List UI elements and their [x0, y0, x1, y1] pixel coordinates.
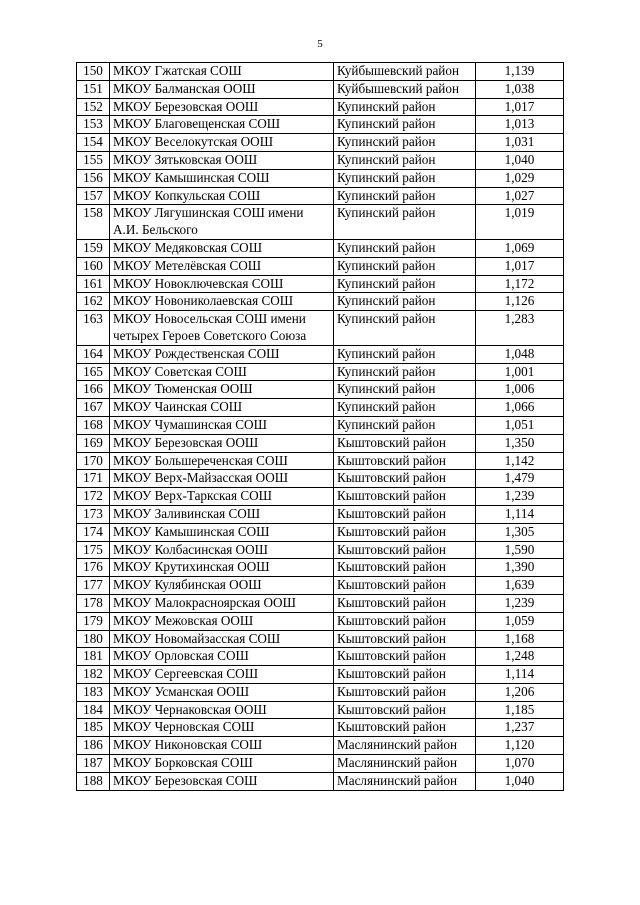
table-row [77, 275, 564, 293]
school-name: МКОУ Гжатская СОШ [110, 63, 334, 81]
coefficient-value: 1,283 [476, 311, 564, 346]
school-name: МКОУ Рождественская СОШ [110, 345, 334, 363]
table-row [77, 737, 564, 755]
coefficient-value: 1,239 [476, 488, 564, 506]
coefficient-value: 1,001 [476, 363, 564, 381]
table-row [77, 577, 564, 595]
coefficient-value: 1,017 [476, 257, 564, 275]
coefficient-value: 1,126 [476, 293, 564, 311]
coefficient-value: 1,172 [476, 275, 564, 293]
row-number: 151 [77, 80, 110, 98]
coefficient-value: 1,017 [476, 98, 564, 116]
row-number: 177 [77, 577, 110, 595]
row-number: 158 [77, 205, 110, 240]
coefficient-value: 1,350 [476, 434, 564, 452]
district-name: Кыштовский район [334, 434, 476, 452]
row-number: 153 [77, 116, 110, 134]
row-number: 179 [77, 612, 110, 630]
school-name: МКОУ Тюменская ООШ [110, 381, 334, 399]
row-number: 163 [77, 311, 110, 346]
school-name: МКОУ Новоключевская СОШ [110, 275, 334, 293]
school-name: МКОУ Березовская ООШ [110, 434, 334, 452]
row-number: 181 [77, 648, 110, 666]
table-row [77, 772, 564, 790]
row-number: 162 [77, 293, 110, 311]
district-name: Кыштовский район [334, 701, 476, 719]
school-name: МКОУ Большереченская СОШ [110, 452, 334, 470]
school-name: МКОУ Березовская ООШ [110, 98, 334, 116]
school-name: МКОУ Малокрасноярская ООШ [110, 594, 334, 612]
coefficient-value: 1,019 [476, 205, 564, 240]
district-name: Купинский район [334, 169, 476, 187]
row-number: 173 [77, 505, 110, 523]
district-name: Купинский район [334, 187, 476, 205]
table-row [77, 719, 564, 737]
row-number: 172 [77, 488, 110, 506]
table-row [77, 541, 564, 559]
coefficient-value: 1,305 [476, 523, 564, 541]
table-row [77, 293, 564, 311]
district-name: Кыштовский район [334, 505, 476, 523]
table-row [77, 116, 564, 134]
school-name: МКОУ Заливинская СОШ [110, 505, 334, 523]
school-name: МКОУ Новосельская СОШ имени четырех Героев Советского Союза [110, 311, 334, 346]
school-name: МКОУ Чернаковская ООШ [110, 701, 334, 719]
school-name: МКОУ Благовещенская СОШ [110, 116, 334, 134]
district-name: Маслянинский район [334, 772, 476, 790]
table-row [77, 169, 564, 187]
school-name: МКОУ Орловская СОШ [110, 648, 334, 666]
coefficient-value: 1,237 [476, 719, 564, 737]
coefficient-value: 1,120 [476, 737, 564, 755]
table-row [77, 98, 564, 116]
district-name: Купинский район [334, 257, 476, 275]
school-name: МКОУ Чаинская СОШ [110, 399, 334, 417]
row-number: 154 [77, 134, 110, 152]
table-row [77, 505, 564, 523]
district-name: Кыштовский район [334, 630, 476, 648]
district-name: Маслянинский район [334, 737, 476, 755]
coefficient-value: 1,040 [476, 772, 564, 790]
row-number: 178 [77, 594, 110, 612]
coefficient-value: 1,168 [476, 630, 564, 648]
row-number: 156 [77, 169, 110, 187]
school-name: МКОУ Верх-Майзасская ООШ [110, 470, 334, 488]
district-name: Кыштовский район [334, 648, 476, 666]
table-row [77, 559, 564, 577]
district-name: Купинский район [334, 134, 476, 152]
table-row [77, 239, 564, 257]
coefficient-value: 1,031 [476, 134, 564, 152]
row-number: 174 [77, 523, 110, 541]
school-name: МКОУ Зятьковская ООШ [110, 151, 334, 169]
table-row [77, 488, 564, 506]
school-name: МКОУ Верх-Таркская СОШ [110, 488, 334, 506]
school-name: МКОУ Лягушинская СОШ имени А.И. Бельского [110, 205, 334, 240]
district-name: Купинский район [334, 345, 476, 363]
coefficient-value: 1,139 [476, 63, 564, 81]
row-number: 164 [77, 345, 110, 363]
row-number: 166 [77, 381, 110, 399]
table-row [77, 416, 564, 434]
coefficient-value: 1,142 [476, 452, 564, 470]
row-number: 160 [77, 257, 110, 275]
coefficient-value: 1,114 [476, 666, 564, 684]
district-name: Кыштовский район [334, 452, 476, 470]
district-name: Куйбышевский район [334, 80, 476, 98]
district-name: Купинский район [334, 151, 476, 169]
table-row [77, 630, 564, 648]
district-name: Купинский район [334, 205, 476, 240]
table-row [77, 205, 564, 240]
coefficient-value: 1,185 [476, 701, 564, 719]
row-number: 170 [77, 452, 110, 470]
district-name: Кыштовский район [334, 488, 476, 506]
district-name: Кыштовский район [334, 683, 476, 701]
coefficient-value: 1,590 [476, 541, 564, 559]
row-number: 165 [77, 363, 110, 381]
table-row [77, 134, 564, 152]
coefficient-value: 1,038 [476, 80, 564, 98]
school-name: МКОУ Камышинская СОШ [110, 523, 334, 541]
district-name: Кыштовский район [334, 541, 476, 559]
table-row [77, 80, 564, 98]
coefficient-value: 1,006 [476, 381, 564, 399]
coefficient-value: 1,059 [476, 612, 564, 630]
school-name: МКОУ Веселокутская ООШ [110, 134, 334, 152]
coefficient-value: 1,479 [476, 470, 564, 488]
school-name: МКОУ Чумашинская СОШ [110, 416, 334, 434]
row-number: 159 [77, 239, 110, 257]
row-number: 184 [77, 701, 110, 719]
school-name: МКОУ Советская СОШ [110, 363, 334, 381]
table-row [77, 257, 564, 275]
school-name: МКОУ Медяковская СОШ [110, 239, 334, 257]
district-name: Купинский район [334, 381, 476, 399]
school-name: МКОУ Копкульская СОШ [110, 187, 334, 205]
coefficient-value: 1,051 [476, 416, 564, 434]
table-row [77, 648, 564, 666]
table-row [77, 523, 564, 541]
table-row [77, 345, 564, 363]
school-name: МКОУ Усманская ООШ [110, 683, 334, 701]
district-name: Купинский район [334, 98, 476, 116]
table-row [77, 666, 564, 684]
table-row [77, 399, 564, 417]
coefficient-value: 1,066 [476, 399, 564, 417]
district-name: Купинский район [334, 399, 476, 417]
coefficient-value: 1,114 [476, 505, 564, 523]
school-name: МКОУ Камышинская СОШ [110, 169, 334, 187]
coefficient-value: 1,027 [476, 187, 564, 205]
coefficient-value: 1,206 [476, 683, 564, 701]
table-row [77, 63, 564, 81]
row-number: 186 [77, 737, 110, 755]
table-row [77, 363, 564, 381]
school-name: МКОУ Колбасинская ООШ [110, 541, 334, 559]
row-number: 183 [77, 683, 110, 701]
row-number: 180 [77, 630, 110, 648]
district-name: Кыштовский район [334, 559, 476, 577]
row-number: 171 [77, 470, 110, 488]
district-name: Купинский район [334, 239, 476, 257]
row-number: 152 [77, 98, 110, 116]
table-row [77, 452, 564, 470]
row-number: 175 [77, 541, 110, 559]
district-name: Купинский район [334, 363, 476, 381]
school-name: МКОУ Никоновская СОШ [110, 737, 334, 755]
table-row [77, 187, 564, 205]
coefficient-value: 1,013 [476, 116, 564, 134]
row-number: 150 [77, 63, 110, 81]
school-name: МКОУ Новомайзасская СОШ [110, 630, 334, 648]
table-row [77, 434, 564, 452]
school-name: МКОУ Крутихинская ООШ [110, 559, 334, 577]
table-row [77, 683, 564, 701]
district-name: Куйбышевский район [334, 63, 476, 81]
coefficient-value: 1,239 [476, 594, 564, 612]
table-row [77, 612, 564, 630]
row-number: 168 [77, 416, 110, 434]
district-name: Кыштовский район [334, 666, 476, 684]
district-name: Кыштовский район [334, 719, 476, 737]
page-number: 5 [317, 38, 323, 50]
row-number: 185 [77, 719, 110, 737]
coefficient-value: 1,040 [476, 151, 564, 169]
coefficient-value: 1,639 [476, 577, 564, 595]
coefficient-value: 1,390 [476, 559, 564, 577]
table-row [77, 151, 564, 169]
district-name: Кыштовский район [334, 577, 476, 595]
table-body [77, 63, 564, 791]
district-name: Кыштовский район [334, 594, 476, 612]
coefficient-value: 1,029 [476, 169, 564, 187]
district-name: Маслянинский район [334, 755, 476, 773]
table-row [77, 470, 564, 488]
school-name: МКОУ Метелёвская СОШ [110, 257, 334, 275]
coefficient-value: 1,070 [476, 755, 564, 773]
coefficient-value: 1,248 [476, 648, 564, 666]
district-name: Купинский район [334, 275, 476, 293]
school-name: МКОУ Березовская СОШ [110, 772, 334, 790]
row-number: 161 [77, 275, 110, 293]
coefficient-value: 1,048 [476, 345, 564, 363]
school-name: МКОУ Балманская ООШ [110, 80, 334, 98]
table-row [77, 311, 564, 346]
row-number: 188 [77, 772, 110, 790]
schools-table [76, 62, 564, 791]
row-number: 155 [77, 151, 110, 169]
district-name: Купинский район [334, 311, 476, 346]
coefficient-value: 1,069 [476, 239, 564, 257]
district-name: Купинский район [334, 416, 476, 434]
row-number: 167 [77, 399, 110, 417]
table-row [77, 755, 564, 773]
district-name: Купинский район [334, 293, 476, 311]
row-number: 187 [77, 755, 110, 773]
school-name: МКОУ Новониколаевская СОШ [110, 293, 334, 311]
table-row [77, 381, 564, 399]
table-row [77, 594, 564, 612]
district-name: Кыштовский район [334, 612, 476, 630]
table-row [77, 701, 564, 719]
row-number: 169 [77, 434, 110, 452]
row-number: 182 [77, 666, 110, 684]
school-name: МКОУ Черновская СОШ [110, 719, 334, 737]
district-name: Купинский район [334, 116, 476, 134]
school-name: МКОУ Межовская ООШ [110, 612, 334, 630]
school-name: МКОУ Кулябинская ООШ [110, 577, 334, 595]
school-name: МКОУ Борковская СОШ [110, 755, 334, 773]
school-name: МКОУ Сергеевская СОШ [110, 666, 334, 684]
row-number: 157 [77, 187, 110, 205]
district-name: Кыштовский район [334, 523, 476, 541]
row-number: 176 [77, 559, 110, 577]
district-name: Кыштовский район [334, 470, 476, 488]
